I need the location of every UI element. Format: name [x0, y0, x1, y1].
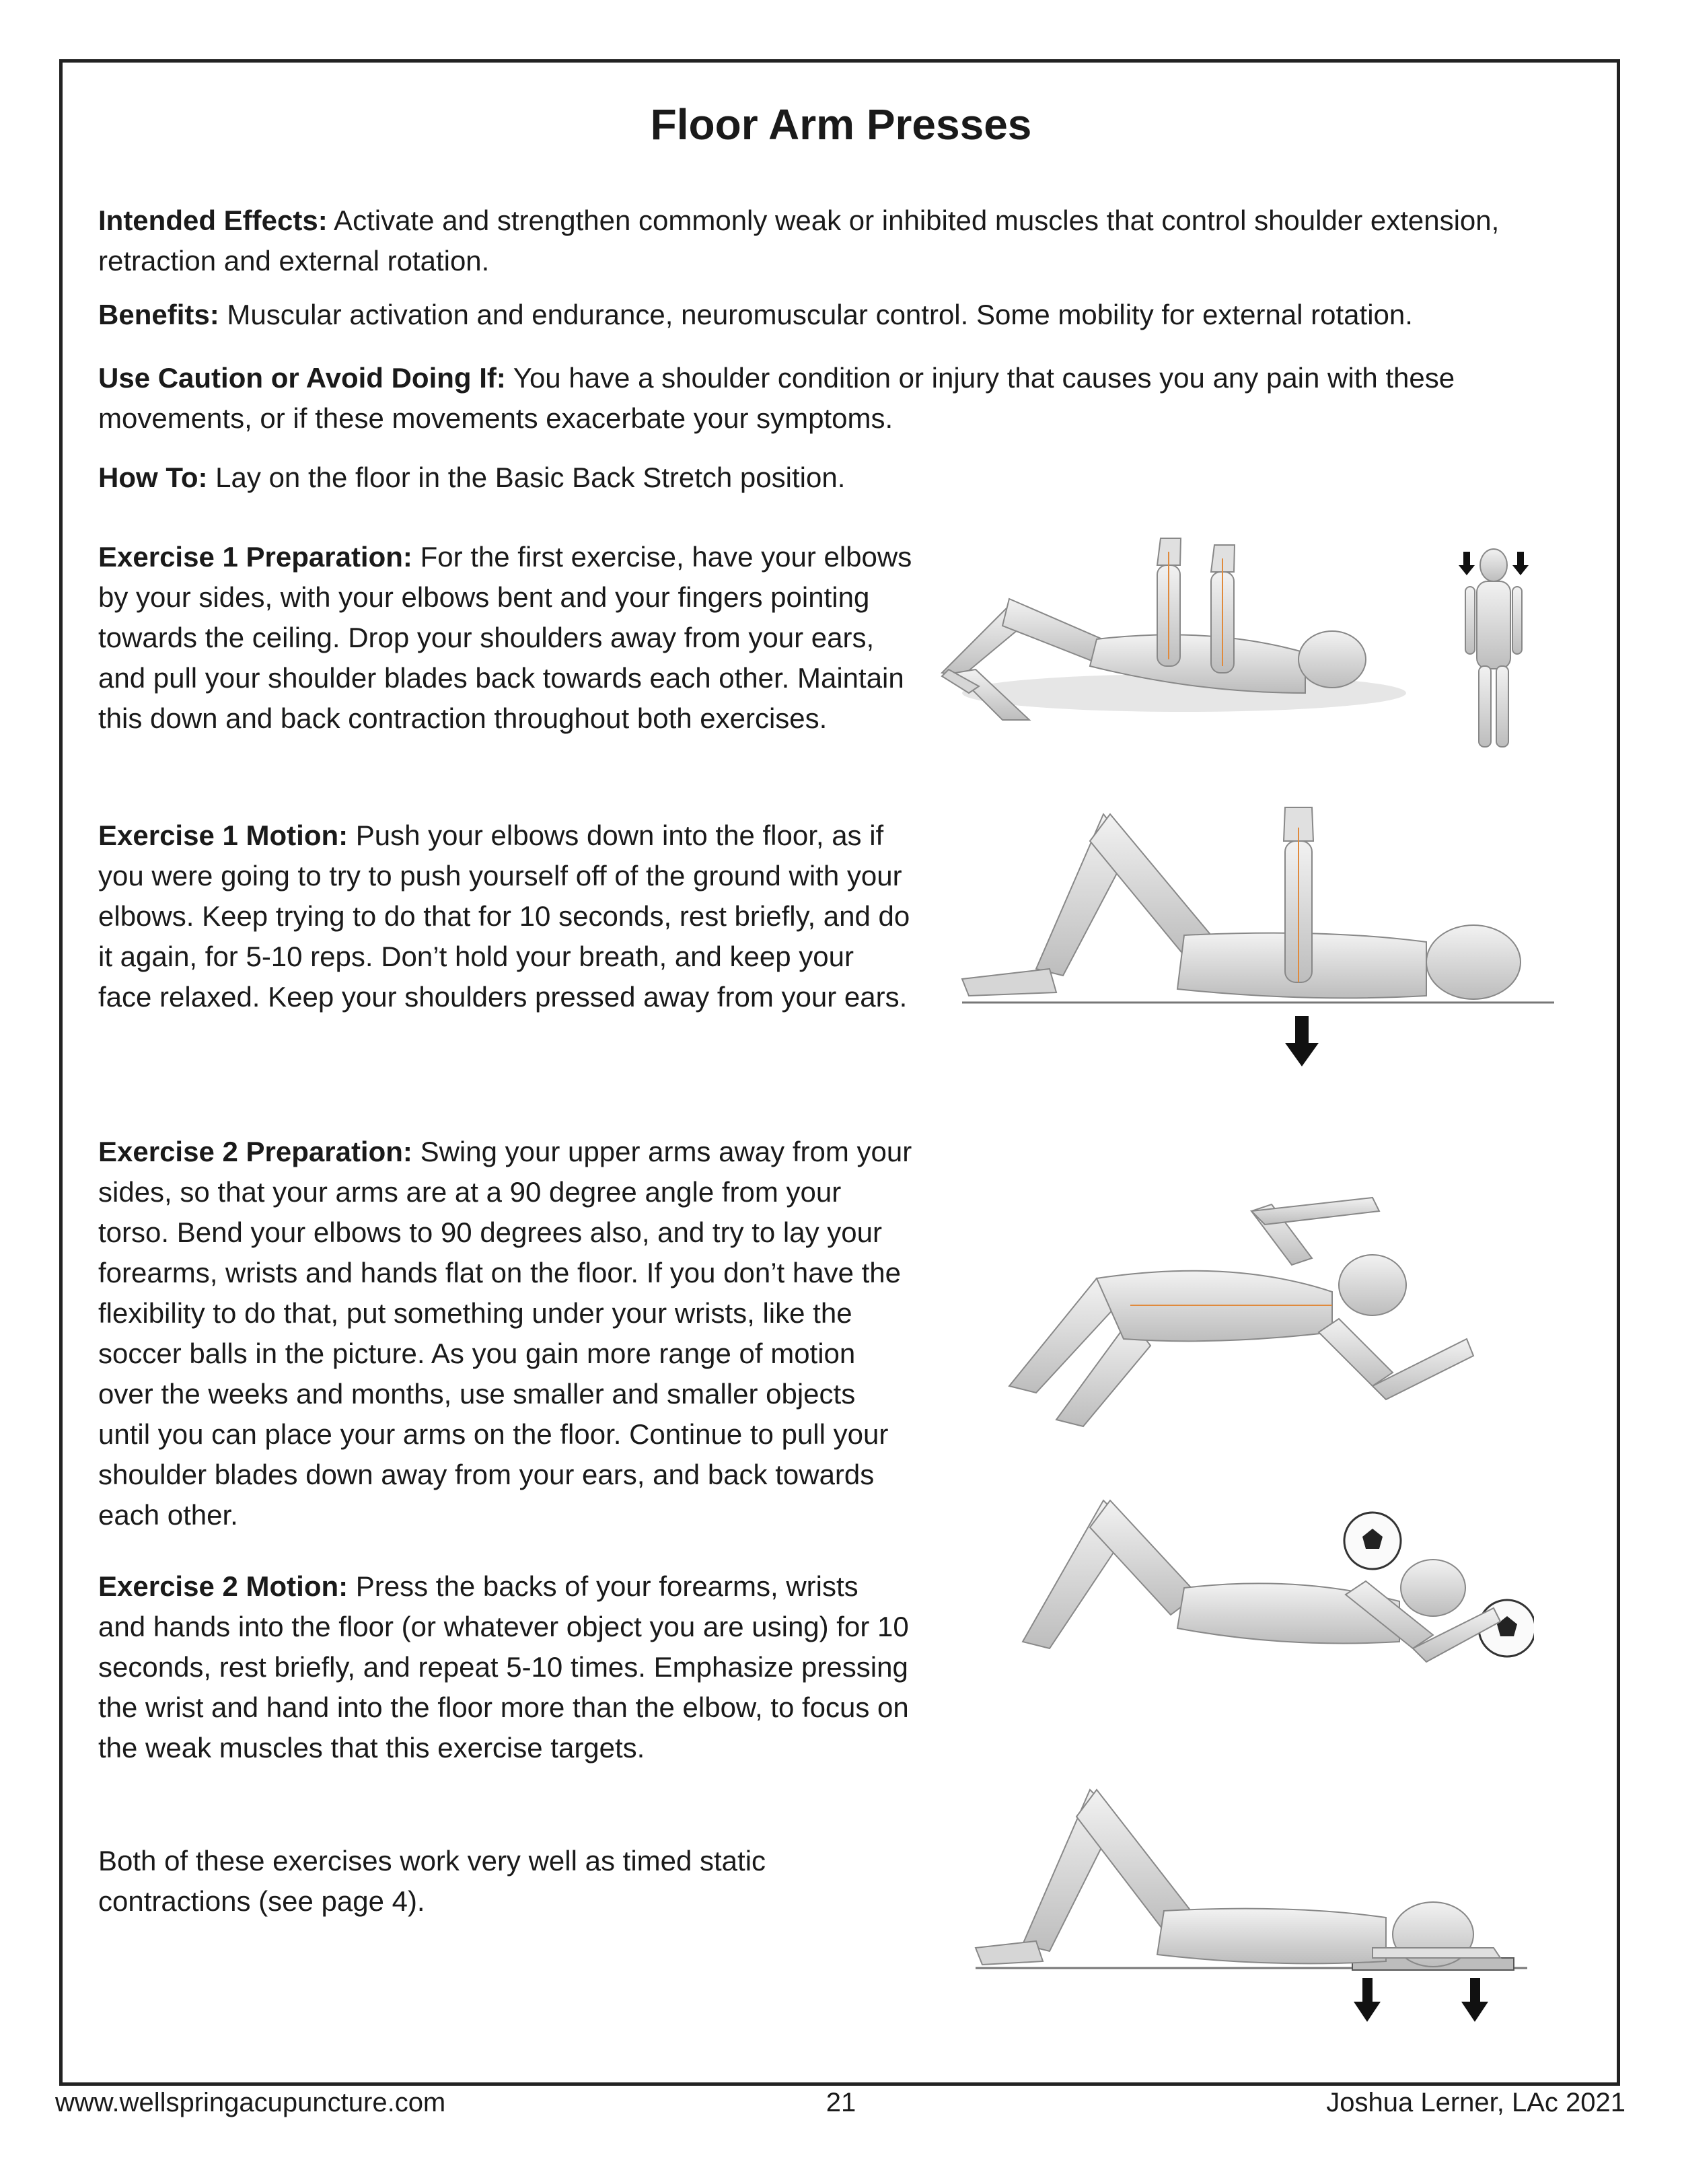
exercise-1-preparation	[98, 537, 912, 739]
how-to-text: Lay on the floor in the Basic Back Stretch position.	[207, 462, 846, 493]
page-title: Floor Arm Presses	[650, 100, 1032, 149]
intended-effects	[98, 201, 1551, 281]
closing-note: Both of these exercises work very well as timed static contractions (see page 4).	[98, 1845, 766, 1917]
caution-text: You have a shoulder condition or injury that causes you any pain with these movements, or if these movements exacerbate your symptoms.	[98, 362, 1455, 434]
exercise-2-preparation-text: Swing your upper arms away from your sides, so that your arms are at a 90 degree angle from your torso. Bend your elbows to 90 degrees also, and try to lay your forearms, wrists and hands flat on the floor. If you don’t have the flexibility to do that, put something under your wrists, like the soccer balls in the picture. As you gain more range of motion over the weeks and months, use smaller and smaller objects until you can place your arms on the floor. Continue to pull your shoulder blades down away from your ears, and back towards each other.	[98, 1136, 912, 1531]
figure-exercise-2-motion	[969, 1776, 1534, 2032]
exercise-1-motion	[98, 815, 912, 1017]
intended-effects-label: Intended Effects:	[98, 205, 328, 236]
exercise-1-motion-text: Push your elbows down into the floor, as if you were going to try to push yourself off of the ground with your elbows. Keep trying to do that for 10 seconds, rest briefly, and do it again, for 5-10 reps. Don’t hold your breath, and keep your face relaxed. Keep your shoulders pressed away from your ears.	[98, 820, 910, 1013]
exercise-2-preparation	[98, 1132, 912, 1535]
how-to	[98, 458, 1551, 498]
figure-exercise-1-motion	[955, 801, 1561, 1083]
benefits-text: Muscular activation and endurance, neuromuscular control. Some mobility for external rotation.	[219, 299, 1413, 330]
figure-exercise-1-preparation	[928, 525, 1574, 780]
benefits	[98, 295, 1551, 335]
exercise-2-motion-text: Press the backs of your forearms, wrists and hands into the floor (or whatever object you are using) for 10 seconds, rest briefly, and repeat 5-10 times. Emphasize pressing the wrist and hand into the floor more than the elbow, to focus on the weak muscles that this exercise targets.	[98, 1570, 909, 1763]
footer-page-number: 21	[826, 2088, 856, 2117]
footer-author: Joshua Lerner, LAc 2021	[1326, 2088, 1625, 2117]
intended-effects-text: Activate and strengthen commonly weak or inhibited muscles that control shoulder extension, retraction and external rotation.	[98, 205, 1500, 277]
footer-website: www.wellspringacupuncture.com	[55, 2088, 446, 2117]
exercise-2-preparation-label: Exercise 2 Preparation:	[98, 1136, 412, 1167]
caution	[98, 358, 1551, 439]
figure-exercise-2-soccer-balls	[996, 1487, 1534, 1716]
caution-label: Use Caution or Avoid Doing If:	[98, 362, 506, 394]
figure-exercise-2-preparation	[996, 1184, 1534, 1453]
how-to-label: How To:	[98, 462, 208, 493]
exercise-2-motion	[98, 1566, 912, 1768]
exercise-1-preparation-label: Exercise 1 Preparation:	[98, 541, 412, 573]
exercise-1-preparation-text: For the first exercise, have your elbows by your sides, with your elbows bent and your fingers pointing towards the ceiling. Drop your shoulders away from your ears, and pull your shoulder blades back towards each other. Maintain this down and back contraction throughout both exercises.	[98, 541, 912, 734]
exercise-2-motion-label: Exercise 2 Motion:	[98, 1570, 349, 1602]
exercise-1-motion-label: Exercise 1 Motion:	[98, 820, 349, 851]
benefits-label: Benefits:	[98, 299, 219, 330]
